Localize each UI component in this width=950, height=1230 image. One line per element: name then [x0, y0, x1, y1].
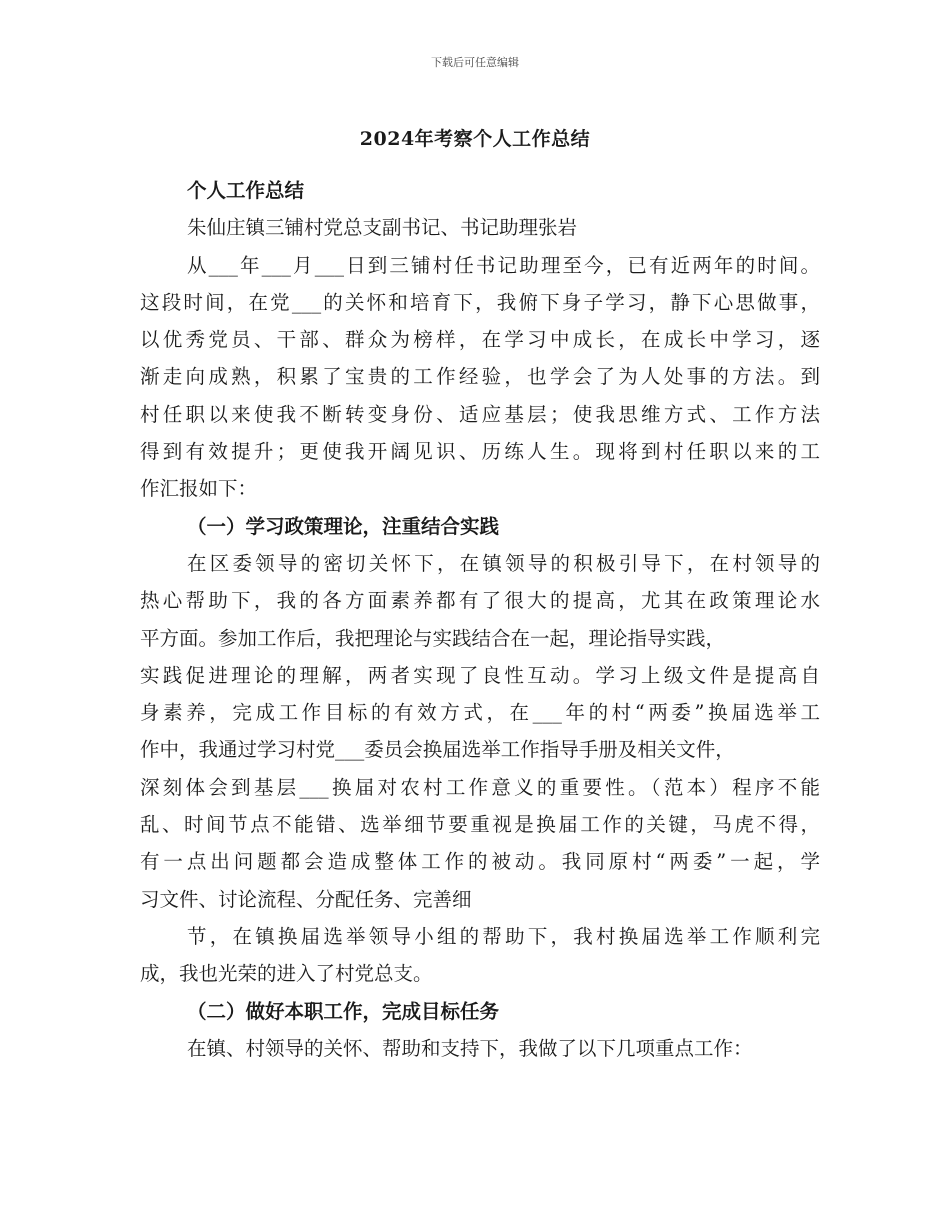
section-heading: （二）做好本职工作，完成目标任务	[187, 999, 500, 1023]
paragraph-line: 渐走向成熟，积累了宝贵的工作经验，也学会了为人处事的方法。到	[140, 365, 820, 389]
paragraph-line: 实践促进理论的理解，两者实现了良性互动。学习上级文件是提高自	[140, 663, 820, 687]
paragraph-line: 习文件、讨论流程、分配任务、完善细	[140, 887, 472, 911]
paragraph-line: 这段时间，在党___的关怀和培育下，我俯下身子学习，静下心思做事，	[140, 290, 820, 314]
paragraph-line: 在区委领导的密切关怀下，在镇领导的积极引导下，在村领导的	[187, 551, 820, 575]
paragraph-line: 身素养，完成工作目标的有效方式，在___年的村“两委”换届选举工	[140, 701, 820, 725]
document-body	[140, 172, 820, 1067]
paragraph-line: 得到有效提升；更使我开阔见识、历练人生。现将到村任职以来的工	[140, 440, 820, 464]
header-note: 下载后可任意编辑	[431, 56, 519, 69]
paragraph-line: 有一点出问题都会造成整体工作的被动。我同原村“两委”一起，学	[140, 850, 820, 874]
paragraph-line: 成，我也光荣的进入了村党总支。	[140, 962, 433, 986]
paragraph-line: 作汇报如下：	[140, 477, 258, 501]
paragraph-line: 以优秀党员、干部、群众为榜样，在学习中成长，在成长中学习，逐	[140, 328, 820, 352]
paragraph-line: 作中，我通过学习村党___委员会换届选举工作指导手册及相关文件，	[140, 738, 735, 762]
paragraph-line: 深刻体会到基层___换届对农村工作意义的重要性。（范本）程序不能	[140, 775, 820, 799]
paragraph-line: 平方面。参加工作后，我把理论与实践结合在一起，理论指导实践，	[140, 626, 726, 650]
paragraph-line: 节，在镇换届选举领导小组的帮助下，我村换届选举工作顺利完	[187, 924, 820, 948]
paragraph-line: 在镇、村领导的关怀、帮助和支持下，我做了以下几项重点工作：	[187, 1036, 753, 1060]
subtitle: 个人工作总结	[187, 179, 305, 202]
paragraph-line: 热心帮助下，我的各方面素养都有了很大的提高，尤其在政策理论水	[140, 589, 820, 613]
section-heading: （一）学习政策理论，注重结合实践	[187, 514, 500, 538]
paragraph-line: 村任职以来使我不断转变身份、适应基层；使我思维方式、工作方法	[140, 402, 820, 426]
page-title: 2024年考察个人工作总结	[359, 128, 591, 150]
paragraph-line: 乱、时间节点不能错、选举细节要重视是换届工作的关键，马虎不得，	[140, 813, 820, 837]
paragraph-line: 从___年___月___日到三铺村任书记助理至今，已有近两年的时间。	[187, 253, 820, 277]
author-line: 朱仙庄镇三铺村党总支副书记、书记助理张岩	[187, 216, 578, 240]
